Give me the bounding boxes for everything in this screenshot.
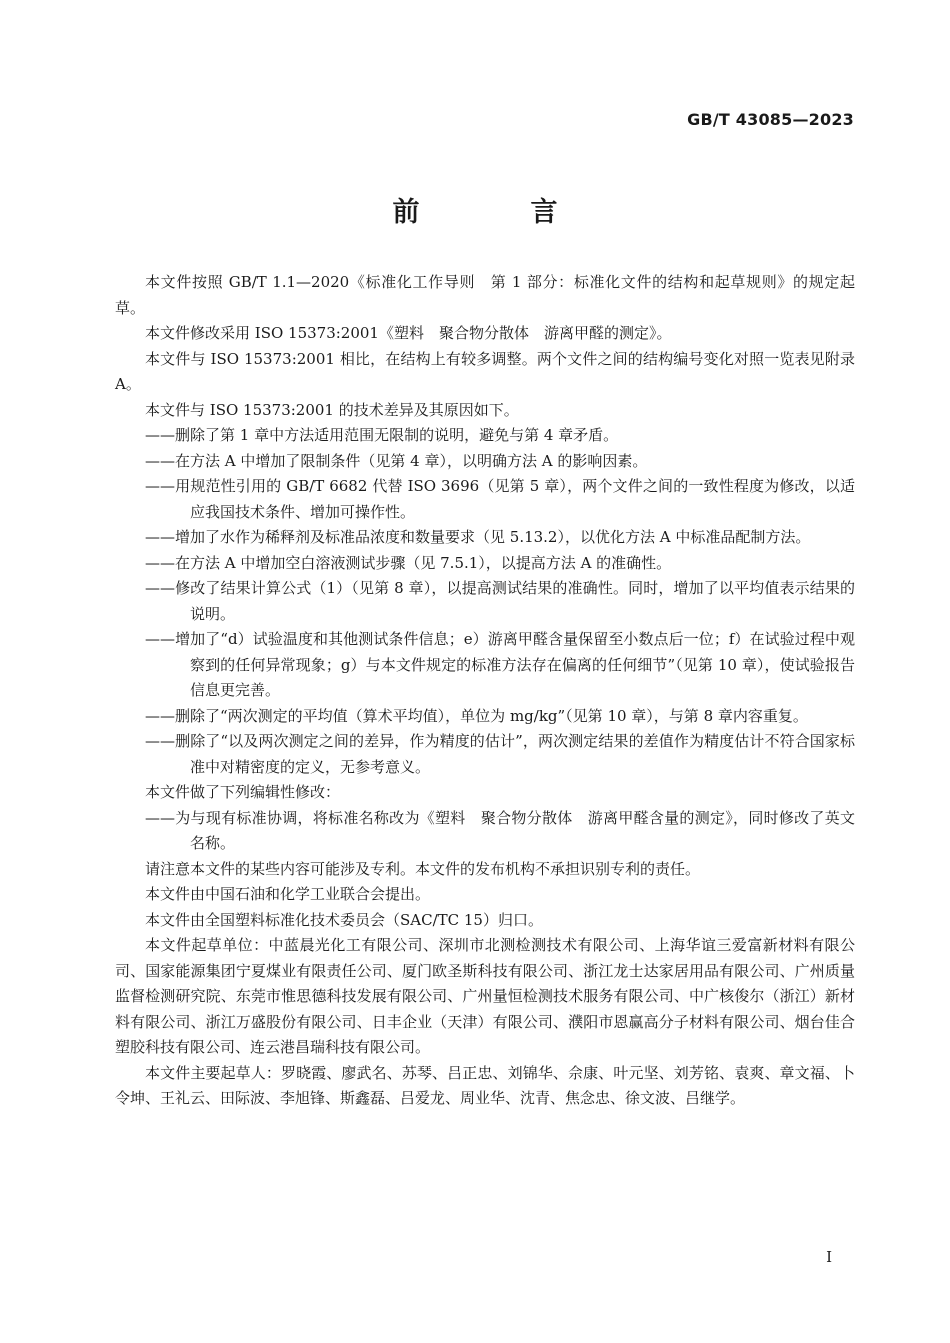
list-item: ——用规范性引用的 GB/T 6682 代替 ISO 3696（见第 5 章），两个文件之间的一致性程度为修改，以适应我国技术条件、增加可操作性。 <box>145 477 855 521</box>
list-item: ——删除了“以及两次测定之间的差异，作为精度的估计”，两次测定结果的差值作为精度估计不符合国家标准中对精密度的定义，无参考意义。 <box>145 732 855 776</box>
list-item: ——增加了水作为稀释剂及标准品浓度和数量要求（见 5.13.2），以优化方法 A 中标准品配制方法。 <box>145 528 811 546</box>
paragraph: 请注意本文件的某些内容可能涉及专利。本文件的发布机构不承担识别专利的责任。 <box>145 859 701 878</box>
paragraph: 本文件修改采用 ISO 15373:2001《塑料 聚合物分散体 游离甲醛的测定》。 <box>145 324 672 342</box>
list-item: ——在方法 A 中增加空白溶液测试步骤（见 7.5.1），以提高方法 A 的准确性。 <box>145 553 672 572</box>
list-item: ——删除了“两次测定的平均值（算术平均值），单位为 mg/kg”（见第 10 章），与第 8 章内容重复。 <box>145 706 808 725</box>
paragraph: 本文件主要起草人：罗晓霞、廖武名、苏琴、吕正忠、刘锦华、佘康、叶元坚、刘芳铭、袁爽、章文福、卜令坤、王礼云、田际波、李旭锋、斯鑫磊、吕爱龙、周业华、沈青、焦念忠、徐文波、吕继学。 <box>115 1063 855 1107</box>
standard-code: GB/T 43085—2023 <box>687 110 854 129</box>
list-item: ——修改了结果计算公式（1）（见第 8 章），以提高测试结果的准确性。同时，增加了以平均值表示结果的说明。 <box>145 579 855 623</box>
list-item: ——删除了第 1 章中方法适用范围无限制的说明，避免与第 4 章矛盾。 <box>145 426 619 444</box>
paragraph: 本文件与 ISO 15373:2001 的技术差异及其原因如下。 <box>145 400 519 419</box>
list-item: ——增加了“d）试验温度和其他测试条件信息；e）游离甲醛含量保留至小数点后一位；f）在试验过程中观察到的任何异常现象；g）与本文件规定的标准方法存在偏离的任何细节”（见第 10 章），使试验报告信息更完善。 <box>145 630 855 699</box>
page-number: I <box>826 1248 832 1266</box>
page-title: 前 言 <box>392 197 600 228</box>
paragraph: 本文件做了下列编辑性修改： <box>145 783 341 801</box>
paragraph: 本文件由全国塑料标准化技术委员会（SAC/TC 15）归口。 <box>145 910 543 929</box>
document-body <box>115 270 855 1112</box>
list-item: ——为与现有标准协调，将标准名称改为《塑料 聚合物分散体 游离甲醛含量的测定》，同时修改了英文名称。 <box>145 808 855 852</box>
paragraph: 本文件起草单位：中蓝晨光化工有限公司、深圳市北测检测技术有限公司、上海华谊三爱富新材料有限公司、国家能源集团宁夏煤业有限责任公司、厦门欧圣斯科技有限公司、浙江龙士达家居用品有限公司、广州质量监督检测研究院、东莞市惟思德科技发展有限公司、广州量恒检测技术服务有限公司、中广核俊尔（浙江）新材料有限公司、浙江万盛股份有限公司、日丰企业（天津）有限公司、濮阳市恩赢高分子材料有限公司、烟台佳合塑胶科技有限公司、连云港昌瑞科技有限公司。 <box>115 936 855 1056</box>
paragraph: 本文件与 ISO 15373:2001 相比，在结构上有较多调整。两个文件之间的结构编号变化对照一览表见附录 A。 <box>115 349 855 393</box>
paragraph: 本文件按照 GB/T 1.1—2020《标准化工作导则 第 1 部分：标准化文件的结构和起草规则》的规定起草。 <box>115 273 855 317</box>
paragraph: 本文件由中国石油和化学工业联合会提出。 <box>145 885 431 903</box>
list-item: ——在方法 A 中增加了限制条件（见第 4 章），以明确方法 A 的影响因素。 <box>145 451 648 470</box>
